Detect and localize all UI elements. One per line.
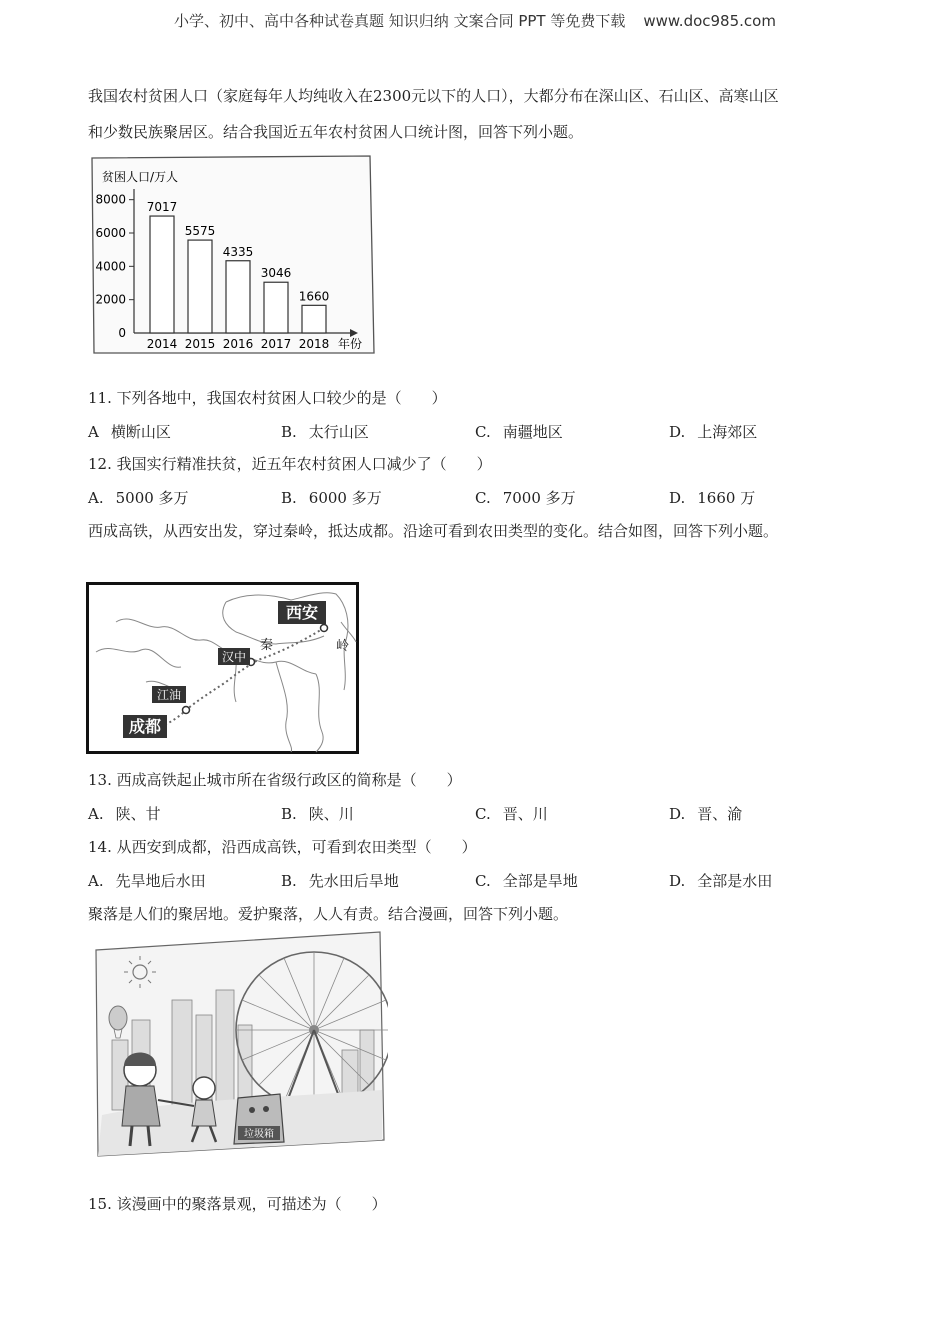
option-text: 5000 多万 bbox=[115, 489, 189, 507]
x-tick-label: 2014 bbox=[146, 337, 178, 351]
bar-value-label: 1660 bbox=[298, 289, 330, 304]
option-text: 7000 多万 bbox=[502, 489, 576, 507]
option-label: B. bbox=[281, 805, 297, 823]
q13-option-d[interactable] bbox=[669, 804, 742, 824]
option-text: 全部是水田 bbox=[697, 872, 773, 890]
xian-label: 西安 bbox=[285, 603, 319, 622]
option-label: D. bbox=[669, 872, 686, 890]
q14-option-b[interactable] bbox=[281, 871, 399, 891]
option-label: D. bbox=[669, 489, 686, 507]
y-tick-label: 2000 bbox=[95, 292, 126, 307]
option-label: C. bbox=[475, 423, 491, 441]
y-tick-label: 6000 bbox=[95, 226, 126, 240]
q14-stem: 14. 从西安到成都，沿西成高铁，可看到农田类型（ ） bbox=[88, 838, 477, 856]
option-text: 南疆地区 bbox=[502, 423, 563, 441]
option-label: A. bbox=[88, 805, 104, 823]
bar-value-label: 7017 bbox=[146, 200, 178, 215]
header-site[interactable]: www.doc985.com bbox=[643, 12, 776, 30]
bar-value-label: 4335 bbox=[222, 244, 254, 259]
option-text: 陕、甘 bbox=[115, 805, 161, 823]
y-tick-label: 0 bbox=[118, 326, 126, 340]
x-tick-label: 2018 bbox=[298, 337, 330, 351]
trash-bin-label: 垃圾箱 bbox=[244, 1129, 274, 1140]
q13-option-c[interactable] bbox=[475, 804, 548, 824]
intro1-line1: 我国农村贫困人口（家庭每年人均纯收入在2300元以下的人口），大都分布在深山区、石山区、高寒山区 bbox=[88, 87, 779, 105]
bar-2014 bbox=[150, 216, 174, 333]
intro2: 西成高铁，从西安出发，穿过秦岭，抵达成都。沿途可看到农田类型的变化。结合如图，回答下列小题。 bbox=[88, 522, 779, 540]
option-label: C. bbox=[475, 872, 491, 890]
option-text: 上海郊区 bbox=[697, 423, 758, 441]
option-label: A. bbox=[88, 872, 104, 890]
x-tick-label: 2016 bbox=[222, 337, 254, 351]
q11-stem: 11. 下列各地中，我国农村贫困人口较少的是（ ） bbox=[88, 389, 447, 407]
option-label: D. bbox=[669, 805, 686, 823]
option-label: B. bbox=[281, 489, 297, 507]
q11-option-c[interactable] bbox=[475, 422, 563, 442]
q12-option-c[interactable] bbox=[475, 488, 576, 508]
bar-value-label: 3046 bbox=[260, 266, 292, 281]
xian-dot bbox=[321, 625, 328, 632]
option-text: 晋、川 bbox=[502, 805, 548, 823]
option-text: 横断山区 bbox=[110, 423, 171, 441]
poverty-chart bbox=[88, 155, 378, 357]
q12-stem: 12. 我国实行精准扶贫，近五年农村贫困人口减少了（ ） bbox=[88, 455, 492, 473]
jiangyou-dot bbox=[183, 707, 190, 714]
option-text: 晋、渝 bbox=[697, 805, 743, 823]
intro3: 聚落是人们的聚居地。爱护聚落，人人有责。结合漫画，回答下列小题。 bbox=[88, 905, 569, 923]
ling-label: 岭 bbox=[336, 639, 350, 654]
q12-option-d[interactable] bbox=[669, 488, 755, 508]
x-tick-label: 2015 bbox=[184, 337, 216, 351]
q14-option-a[interactable] bbox=[88, 871, 206, 891]
bar-2015 bbox=[188, 240, 212, 333]
q11-option-b[interactable] bbox=[281, 422, 369, 442]
option-text: 全部是旱地 bbox=[502, 872, 578, 890]
bar-2017 bbox=[264, 282, 288, 333]
bar-value-label: 5575 bbox=[184, 224, 216, 239]
chart-xlabel: 年份 bbox=[338, 337, 363, 351]
jiangyou-label: 江油 bbox=[156, 688, 182, 702]
option-label: B. bbox=[281, 872, 297, 890]
q13-option-a[interactable] bbox=[88, 804, 161, 824]
page-header bbox=[0, 10, 950, 31]
q11-option-a[interactable] bbox=[88, 422, 171, 442]
intro1-line2: 和少数民族聚居区。结合我国近五年农村贫困人口统计图，回答下列小题。 bbox=[88, 123, 584, 141]
option-text: 先旱地后水田 bbox=[115, 872, 206, 890]
option-label: C. bbox=[475, 489, 491, 507]
q12-option-b[interactable] bbox=[281, 488, 382, 508]
q13-stem: 13. 西成高铁起止城市所在省级行政区的简称是（ ） bbox=[88, 771, 462, 789]
rail-map bbox=[86, 582, 360, 755]
bar-2016 bbox=[226, 261, 250, 333]
settlement-cartoon bbox=[92, 930, 388, 1158]
chart-ylabel: 贫困人口/万人 bbox=[102, 170, 179, 184]
q14-option-d[interactable] bbox=[669, 871, 772, 891]
option-text: 陕、川 bbox=[308, 805, 354, 823]
y-tick-label: 4000 bbox=[95, 259, 126, 274]
q15-stem: 15. 该漫画中的聚落景观，可描述为（ ） bbox=[88, 1195, 387, 1213]
y-tick-label: 8000 bbox=[95, 192, 126, 207]
q12-option-a[interactable] bbox=[88, 488, 189, 508]
option-text: 先水田后旱地 bbox=[308, 872, 399, 890]
bar-2018 bbox=[302, 305, 326, 333]
x-tick-label: 2017 bbox=[260, 337, 292, 351]
q13-option-b[interactable] bbox=[281, 804, 354, 824]
option-label: D. bbox=[669, 423, 686, 441]
qin-label: 秦 bbox=[260, 638, 274, 653]
option-label: A. bbox=[88, 489, 104, 507]
option-label: B. bbox=[281, 423, 297, 441]
option-text: 1660 万 bbox=[697, 489, 756, 507]
option-text: 太行山区 bbox=[308, 423, 369, 441]
option-text: 6000 多万 bbox=[308, 489, 382, 507]
hanzhong-label: 汉中 bbox=[221, 650, 247, 664]
option-label: A bbox=[88, 423, 99, 441]
option-label: C. bbox=[475, 805, 491, 823]
q11-option-d[interactable] bbox=[669, 422, 757, 442]
chengdu-label: 成都 bbox=[128, 717, 162, 736]
header-text: 小学、初中、高中各种试卷真题 知识归纳 文案合同 PPT 等免费下载 bbox=[174, 12, 626, 30]
q14-option-c[interactable] bbox=[475, 871, 578, 891]
